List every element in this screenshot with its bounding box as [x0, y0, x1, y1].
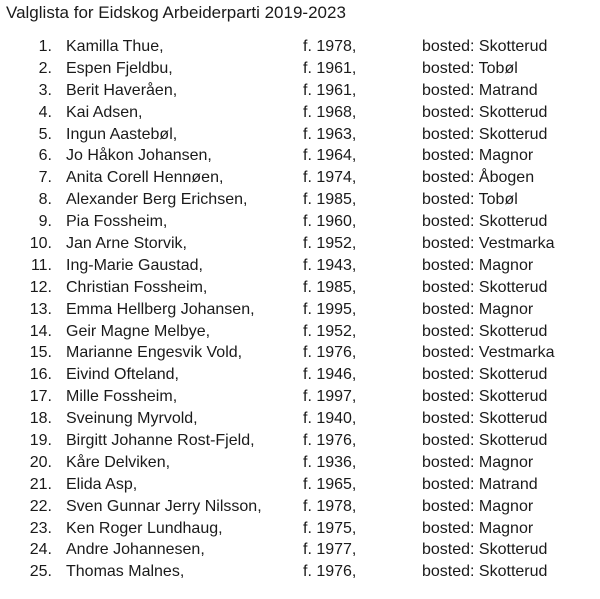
candidate-residence: bosted: Vestmarka — [422, 344, 555, 362]
candidate-residence: bosted: Skotterud — [422, 125, 548, 143]
list-item — [0, 189, 600, 211]
candidate-residence: bosted: Skotterud — [422, 213, 548, 231]
list-item — [0, 255, 600, 277]
candidate-name: Kåre Delviken, — [66, 453, 171, 471]
candidate-birth-year: f. 1946, — [303, 366, 357, 384]
candidate-name: Andre Johannesen, — [66, 541, 205, 559]
list-item — [0, 124, 600, 146]
candidate-name: Ingun Aastebøl, — [66, 125, 178, 143]
candidate-residence: bosted: Skotterud — [422, 366, 548, 384]
candidate-name: Espen Fjeldbu, — [66, 59, 173, 77]
candidate-birth-year: f. 1940, — [303, 410, 357, 428]
list-item — [0, 277, 600, 299]
list-item — [0, 342, 600, 364]
candidate-number: 24. — [29, 541, 52, 559]
list-item — [0, 518, 600, 540]
candidate-number: 14. — [29, 322, 52, 340]
list-item — [0, 561, 600, 583]
candidate-residence: bosted: Skotterud — [422, 388, 548, 406]
candidate-residence: bosted: Magnor — [422, 519, 534, 537]
candidate-residence: bosted: Magnor — [422, 453, 534, 471]
candidate-birth-year: f. 1995, — [303, 300, 357, 318]
candidate-number: 2. — [38, 59, 52, 77]
candidate-residence: bosted: Magnor — [422, 256, 534, 274]
list-item — [0, 145, 600, 167]
candidate-birth-year: f. 1960, — [303, 213, 357, 231]
candidate-residence: bosted: Skotterud — [422, 322, 548, 340]
candidate-name: Sveinung Myrvold, — [66, 410, 198, 428]
candidate-name: Ken Roger Lundhaug, — [66, 519, 223, 537]
candidate-number: 8. — [38, 191, 52, 209]
candidate-number: 7. — [38, 169, 52, 187]
candidate-name: Christian Fossheim, — [66, 278, 208, 296]
candidate-name: Elida Asp, — [66, 475, 138, 493]
candidate-name: Eivind Ofteland, — [66, 366, 179, 384]
candidate-name: Sven Gunnar Jerry Nilsson, — [66, 497, 262, 515]
candidate-number: 22. — [29, 497, 52, 515]
candidate-residence: bosted: Tobøl — [422, 191, 518, 209]
list-item — [0, 321, 600, 343]
list-item — [0, 386, 600, 408]
candidate-residence: bosted: Magnor — [422, 497, 534, 515]
candidate-number: 19. — [29, 432, 52, 450]
candidate-residence: bosted: Skotterud — [422, 278, 548, 296]
list-item — [0, 364, 600, 386]
candidate-birth-year: f. 1936, — [303, 453, 357, 471]
list-item — [0, 539, 600, 561]
candidate-name: Marianne Engesvik Vold, — [66, 344, 243, 362]
candidate-name: Kamilla Thue, — [66, 38, 164, 55]
candidate-number: 10. — [29, 235, 52, 253]
candidate-number: 20. — [29, 453, 52, 471]
candidate-number: 23. — [29, 519, 52, 537]
candidate-residence: bosted: Skotterud — [422, 563, 548, 581]
candidate-birth-year: f. 1952, — [303, 235, 357, 253]
list-item — [0, 430, 600, 452]
candidate-residence: bosted: Matrand — [422, 475, 538, 493]
candidate-number: 21. — [29, 475, 52, 493]
candidate-birth-year: f. 1978, — [303, 38, 357, 55]
candidate-name: Jo Håkon Johansen, — [66, 147, 212, 165]
candidate-list — [0, 36, 600, 583]
candidate-residence: bosted: Skotterud — [422, 103, 548, 121]
candidate-residence: bosted: Skotterud — [422, 432, 548, 450]
candidate-birth-year: f. 1968, — [303, 103, 357, 121]
list-item — [0, 36, 600, 58]
candidate-number: 17. — [29, 388, 52, 406]
candidate-number: 12. — [29, 278, 52, 296]
list-item — [0, 167, 600, 189]
candidate-name: Kai Adsen, — [66, 103, 143, 121]
candidate-name: Jan Arne Storvik, — [66, 235, 187, 253]
candidate-residence: bosted: Matrand — [422, 81, 538, 99]
candidate-birth-year: f. 1997, — [303, 388, 357, 406]
candidate-residence: bosted: Skotterud — [422, 541, 548, 559]
candidate-residence: bosted: Åbogen — [422, 169, 535, 187]
candidate-birth-year: f. 1943, — [303, 256, 357, 274]
list-item — [0, 474, 600, 496]
candidate-name: Berit Haveråen, — [66, 81, 178, 99]
candidate-birth-year: f. 1976, — [303, 563, 357, 581]
candidate-birth-year: f. 1963, — [303, 125, 357, 143]
list-item — [0, 211, 600, 233]
candidate-number: 6. — [38, 147, 52, 165]
candidate-birth-year: f. 1961, — [303, 59, 357, 77]
candidate-birth-year: f. 1985, — [303, 191, 357, 209]
candidate-number: 25. — [29, 563, 52, 581]
candidate-number: 11. — [30, 256, 52, 274]
candidate-name: Birgitt Johanne Rost-Fjeld, — [66, 432, 255, 450]
candidate-residence: bosted: Vestmarka — [422, 235, 555, 253]
candidate-birth-year: f. 1978, — [303, 497, 357, 515]
list-item — [0, 80, 600, 102]
candidate-number: 18. — [29, 410, 52, 428]
candidate-birth-year: f. 1964, — [303, 147, 357, 165]
list-item — [0, 58, 600, 80]
candidate-name: Geir Magne Melbye, — [66, 322, 211, 340]
candidate-number: 1. — [38, 38, 52, 55]
list-item — [0, 496, 600, 518]
candidate-birth-year: f. 1965, — [303, 475, 357, 493]
candidate-number: 13. — [29, 300, 52, 318]
candidate-birth-year: f. 1976, — [303, 344, 357, 362]
candidate-residence: bosted: Tobøl — [422, 59, 518, 77]
candidate-name: Mille Fossheim, — [66, 388, 178, 406]
candidate-number: 5. — [38, 125, 52, 143]
candidate-birth-year: f. 1985, — [303, 278, 357, 296]
candidate-residence: bosted: Skotterud — [422, 410, 548, 428]
candidate-birth-year: f. 1975, — [303, 519, 357, 537]
candidate-birth-year: f. 1977, — [303, 541, 357, 559]
candidate-name: Emma Hellberg Johansen, — [66, 300, 255, 318]
list-item — [0, 408, 600, 430]
candidate-birth-year: f. 1961, — [303, 81, 357, 99]
candidate-residence: bosted: Magnor — [422, 147, 534, 165]
candidate-number: 16. — [29, 366, 52, 384]
list-item — [0, 102, 600, 124]
candidate-name: Ing-Marie Gaustad, — [66, 256, 203, 274]
list-item — [0, 233, 600, 255]
list-item — [0, 452, 600, 474]
candidate-residence: bosted: Magnor — [422, 300, 534, 318]
list-item — [0, 299, 600, 321]
candidate-name: Alexander Berg Erichsen, — [66, 191, 248, 209]
candidate-residence: bosted: Skotterud — [422, 38, 548, 55]
candidate-number: 15. — [29, 344, 52, 362]
candidate-birth-year: f. 1952, — [303, 322, 357, 340]
candidate-birth-year: f. 1976, — [303, 432, 357, 450]
page-title: Valglista for Eidskog Arbeiderparti 2019-2023 — [6, 3, 346, 22]
candidate-name: Anita Corell Hennøen, — [66, 169, 224, 187]
candidate-number: 4. — [38, 103, 52, 121]
candidate-birth-year: f. 1974, — [303, 169, 357, 187]
candidate-number: 3. — [38, 81, 52, 99]
candidate-name: Thomas Malnes, — [66, 563, 185, 581]
candidate-name: Pia Fossheim, — [66, 213, 168, 231]
candidate-number: 9. — [38, 213, 52, 231]
